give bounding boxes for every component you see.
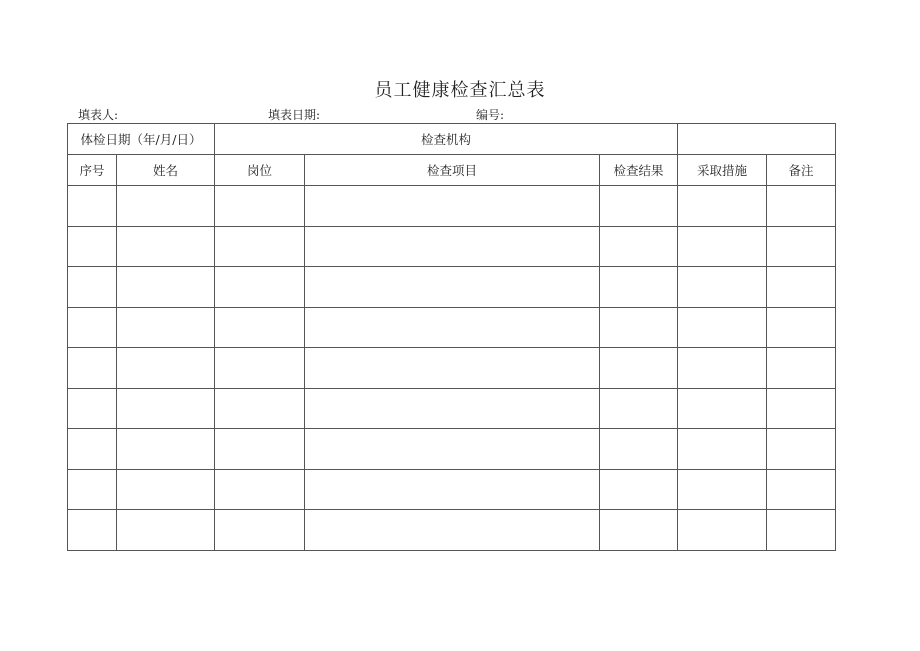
table-cell[interactable]	[305, 510, 600, 551]
table-cell[interactable]	[215, 186, 305, 227]
col-header-seq: 序号	[68, 155, 117, 186]
table-cell[interactable]	[68, 429, 117, 470]
col-header-position: 岗位	[215, 155, 305, 186]
exam-institution-label: 检查机构	[215, 124, 678, 155]
table-cell[interactable]	[600, 510, 678, 551]
table-cell[interactable]	[678, 307, 767, 348]
table-cell[interactable]	[215, 226, 305, 267]
table-cell[interactable]	[600, 267, 678, 308]
exam-institution-field[interactable]	[678, 124, 836, 155]
table-cell[interactable]	[678, 267, 767, 308]
fill-date-label: 填表日期:	[268, 108, 321, 122]
filler-label: 填表人:	[78, 108, 119, 122]
table-cell[interactable]	[117, 307, 215, 348]
table-row	[68, 469, 836, 510]
table-cell[interactable]	[117, 469, 215, 510]
table-cell[interactable]	[68, 307, 117, 348]
table-row	[68, 510, 836, 551]
table-cell[interactable]	[678, 348, 767, 389]
table-cell[interactable]	[68, 186, 117, 227]
table-cell[interactable]	[117, 429, 215, 470]
col-header-result: 检查结果	[600, 155, 678, 186]
table-cell[interactable]	[767, 186, 836, 227]
table-cell[interactable]	[767, 429, 836, 470]
table-cell[interactable]	[68, 267, 117, 308]
col-header-name: 姓名	[117, 155, 215, 186]
col-header-exam-items: 检查项目	[305, 155, 600, 186]
table-cell[interactable]	[767, 226, 836, 267]
table-cell[interactable]	[68, 348, 117, 389]
table-cell[interactable]	[600, 429, 678, 470]
table-row	[68, 307, 836, 348]
table-cell[interactable]	[305, 388, 600, 429]
table-cell[interactable]	[68, 510, 117, 551]
table-cell[interactable]	[305, 429, 600, 470]
table-cell[interactable]	[117, 348, 215, 389]
table-cell[interactable]	[68, 388, 117, 429]
table-cell[interactable]	[678, 388, 767, 429]
table-cell[interactable]	[117, 267, 215, 308]
table-cell[interactable]	[215, 388, 305, 429]
table-cell[interactable]	[767, 510, 836, 551]
table-cell[interactable]	[215, 348, 305, 389]
exam-info-row	[68, 124, 836, 155]
table-cell[interactable]	[767, 307, 836, 348]
col-header-measures: 采取措施	[678, 155, 767, 186]
table-cell[interactable]	[117, 510, 215, 551]
table-cell[interactable]	[215, 429, 305, 470]
table-cell[interactable]	[600, 186, 678, 227]
table-cell[interactable]	[600, 469, 678, 510]
table-cell[interactable]	[678, 186, 767, 227]
exam-date-label: 体检日期（年/月/日）	[68, 124, 215, 155]
health-check-table	[67, 123, 836, 551]
table-cell[interactable]	[767, 348, 836, 389]
table-cell[interactable]	[600, 307, 678, 348]
table-cell[interactable]	[117, 388, 215, 429]
table-cell[interactable]	[68, 469, 117, 510]
table-cell[interactable]	[215, 307, 305, 348]
table-cell[interactable]	[117, 186, 215, 227]
table-cell[interactable]	[600, 388, 678, 429]
table-cell[interactable]	[678, 429, 767, 470]
table-row	[68, 429, 836, 470]
table-row	[68, 388, 836, 429]
table-cell[interactable]	[305, 186, 600, 227]
number-label: 编号:	[476, 108, 505, 122]
table-cell[interactable]	[117, 226, 215, 267]
table-cell[interactable]	[767, 388, 836, 429]
header-row	[68, 155, 836, 186]
col-header-remarks: 备注	[767, 155, 836, 186]
table-row	[68, 348, 836, 389]
table-cell[interactable]	[305, 469, 600, 510]
table-cell[interactable]	[68, 226, 117, 267]
table-cell[interactable]	[678, 226, 767, 267]
table-cell[interactable]	[215, 469, 305, 510]
table-cell[interactable]	[600, 348, 678, 389]
table-cell[interactable]	[767, 469, 836, 510]
table-cell[interactable]	[215, 510, 305, 551]
table-row	[68, 186, 836, 227]
table-cell[interactable]	[305, 307, 600, 348]
table-cell[interactable]	[305, 348, 600, 389]
table-row	[68, 267, 836, 308]
table-cell[interactable]	[600, 226, 678, 267]
table-cell[interactable]	[215, 267, 305, 308]
table-cell[interactable]	[305, 226, 600, 267]
table-row	[68, 226, 836, 267]
document-title: 员工健康检查汇总表	[374, 80, 546, 101]
table-cell[interactable]	[678, 469, 767, 510]
table-cell[interactable]	[305, 267, 600, 308]
table-cell[interactable]	[678, 510, 767, 551]
table-cell[interactable]	[767, 267, 836, 308]
